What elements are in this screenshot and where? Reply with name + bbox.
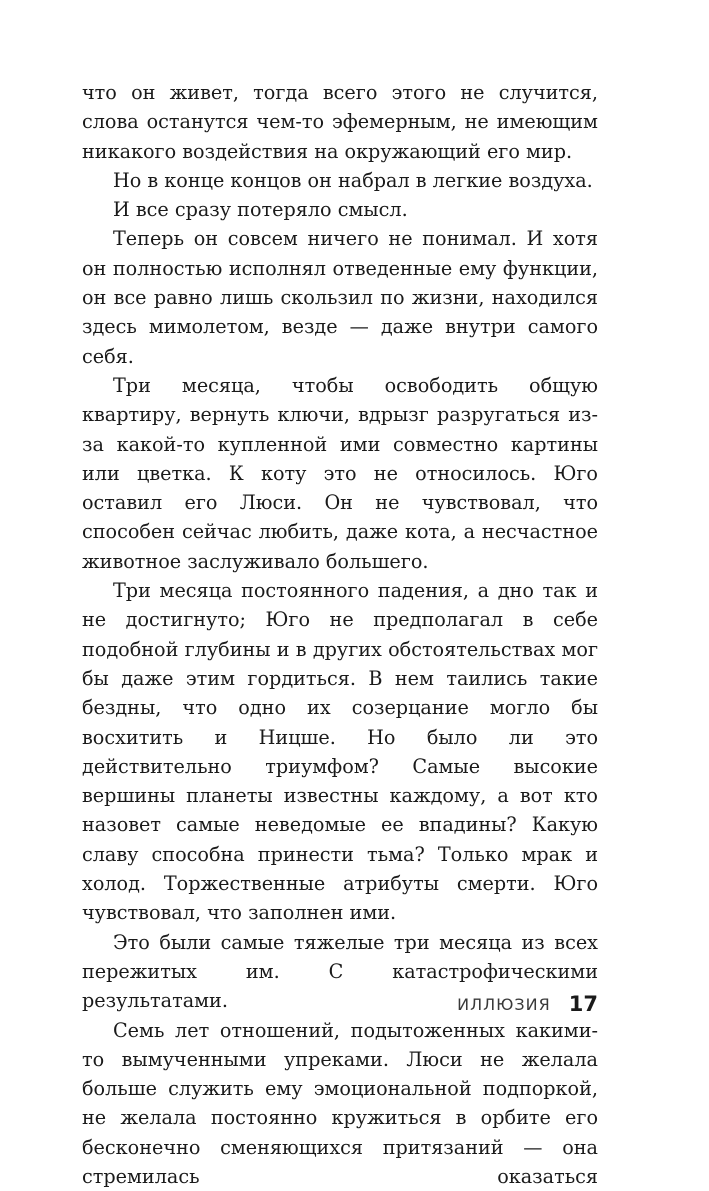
- paragraph-4: Теперь он совсем ничего не понимал. И хотя он полностью исполнял отведенные ему функции, он все равно лишь скользил по жизни, находился здесь мимолетом, везде — даже внутри самого себя.: [82, 224, 598, 370]
- paragraph-2: Но в конце концов он набрал в легкие воздуха.: [82, 166, 598, 195]
- running-title: ИЛЛЮЗИЯ: [457, 995, 551, 1014]
- body-text: [82, 78, 598, 1191]
- paragraph-6: Три месяца постоянного падения, а дно так и не достигнуто; Юго не предполагал в себе подобной глубины и в других обстоятельствах мог бы даже этим гордиться. В нем таились такие бездны, что одно их созерцание могло бы восхитить и Ницше. Но было ли это действительно триумфом? Самые высокие вершины планеты известны каждому, а вот кто назовет самые неведомые ее впадины? Какую славу способна принести тьма? Только мрак и холод. Торжественные атрибуты смерти. Юго чувствовал, что заполнен ими.: [82, 576, 598, 928]
- paragraph-3: И все сразу потеряло смысл.: [82, 195, 598, 224]
- paragraph-7: Это были самые тяжелые три месяца из всех пережитых им. С катастрофическими результатами.: [82, 928, 598, 1016]
- page-footer: [82, 986, 598, 1022]
- paragraph-5: Три месяца, чтобы освободить общую квартиру, вернуть ключи, вдрызг разругаться из-за какой-то купленной ими совместно картины или цветка. К коту это не относилось. Юго оставил его Люси. Он не чувствовал, что способен сейчас любить, даже кота, а несчастное животное заслуживало большего.: [82, 371, 598, 576]
- page-number: 17: [569, 992, 598, 1016]
- paragraph-1: что он живет, тогда всего этого не случится, слова останутся чем-то эфемерным, не имеющим никакого воздействия на окружающий его мир.: [82, 78, 598, 166]
- paragraph-8: Семь лет отношений, подытоженных какими-то вымученными упреками. Люси не желала больше служить ему эмоциональной подпоркой, не желала постоянно кружиться в орбите его бесконечно сменяющихся притязаний — она стремилась оказаться: [82, 1016, 598, 1191]
